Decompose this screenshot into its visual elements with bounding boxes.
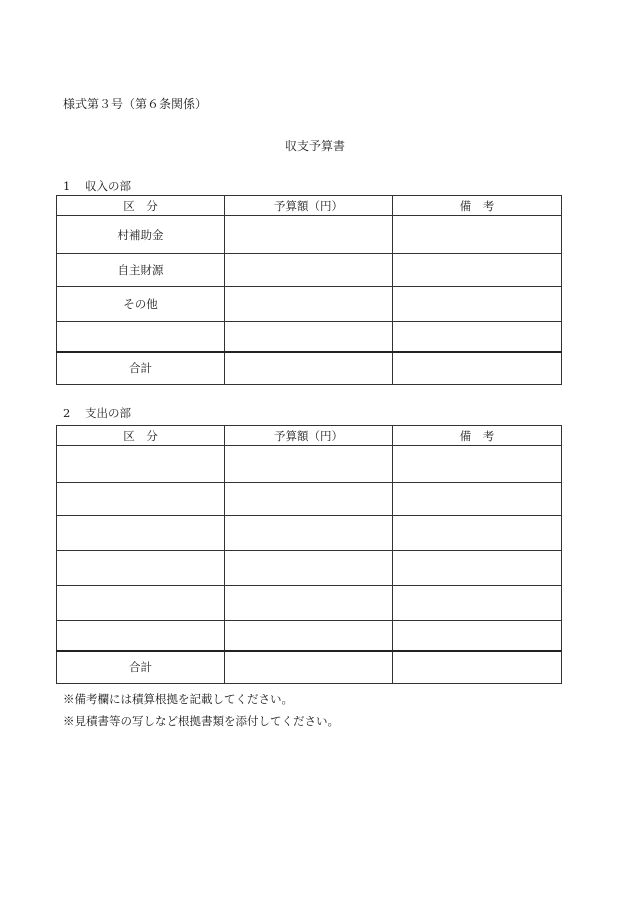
income-header-row (57, 196, 562, 216)
income-amount-cell[interactable] (225, 216, 393, 254)
form-number: 様式第３号（第６条関係） (63, 97, 208, 111)
income-amount-cell[interactable] (225, 322, 393, 352)
table-row (57, 254, 562, 287)
expense-amount-cell[interactable] (225, 621, 393, 651)
expense-total-remarks-cell[interactable] (393, 651, 562, 684)
table-row (57, 322, 562, 352)
expense-category-cell[interactable] (57, 586, 225, 621)
expense-amount-cell[interactable] (225, 446, 393, 483)
income-total-row (57, 352, 562, 385)
expense-amount-cell[interactable] (225, 551, 393, 586)
expense-category-cell[interactable] (57, 516, 225, 551)
expense-total-amount-cell[interactable] (225, 651, 393, 684)
expense-table (56, 425, 562, 684)
expense-amount-cell[interactable] (225, 483, 393, 516)
table-row (57, 483, 562, 516)
income-section-heading (63, 178, 131, 194)
table-row (57, 516, 562, 551)
note-attach-documents: ※見積書等の写しなど根拠書類を添付してください。 (63, 714, 339, 728)
income-remarks-cell[interactable] (393, 216, 562, 254)
table-row (57, 446, 562, 483)
expense-category-cell[interactable] (57, 621, 225, 651)
expense-section-number: 2 (63, 406, 71, 420)
expense-remarks-cell[interactable] (393, 551, 562, 586)
income-row-label: 村補助金 (57, 216, 225, 254)
income-col-category: 区 分 (57, 196, 225, 216)
income-section-label: 収入の部 (85, 179, 131, 193)
expense-remarks-cell[interactable] (393, 516, 562, 551)
expense-col-category: 区 分 (57, 426, 225, 446)
income-remarks-cell[interactable] (393, 287, 562, 322)
notes (63, 688, 339, 732)
expense-header-row (57, 426, 562, 446)
income-total-remarks-cell[interactable] (393, 352, 562, 385)
expense-category-cell[interactable] (57, 446, 225, 483)
expense-total-row (57, 651, 562, 684)
expense-amount-cell[interactable] (225, 516, 393, 551)
income-amount-cell[interactable] (225, 254, 393, 287)
table-row (57, 586, 562, 621)
income-col-amount: 予算額（円） (225, 196, 393, 216)
expense-remarks-cell[interactable] (393, 483, 562, 516)
expense-section-label: 支出の部 (85, 406, 131, 420)
expense-col-amount: 予算額（円） (225, 426, 393, 446)
income-amount-cell[interactable] (225, 287, 393, 322)
note-remarks-basis: ※備考欄には積算根拠を記載してください。 (63, 692, 293, 706)
income-total-amount-cell[interactable] (225, 352, 393, 385)
expense-section-heading (63, 405, 131, 421)
income-row-label: 自主財源 (57, 254, 225, 287)
expense-category-cell[interactable] (57, 483, 225, 516)
expense-amount-cell[interactable] (225, 586, 393, 621)
expense-col-remarks: 備 考 (393, 426, 562, 446)
expense-total-label: 合計 (57, 651, 225, 684)
income-remarks-cell[interactable] (393, 322, 562, 352)
income-row-label[interactable] (57, 322, 225, 352)
income-col-remarks: 備 考 (393, 196, 562, 216)
table-row (57, 621, 562, 651)
table-row (57, 551, 562, 586)
income-total-label: 合計 (57, 352, 225, 385)
expense-remarks-cell[interactable] (393, 586, 562, 621)
income-section-number: 1 (63, 179, 71, 193)
table-row (57, 216, 562, 254)
income-row-label: その他 (57, 287, 225, 322)
expense-category-cell[interactable] (57, 551, 225, 586)
income-remarks-cell[interactable] (393, 254, 562, 287)
document-title: 収支予算書 (284, 139, 345, 153)
expense-remarks-cell[interactable] (393, 621, 562, 651)
table-row (57, 287, 562, 322)
expense-remarks-cell[interactable] (393, 446, 562, 483)
income-table (56, 195, 562, 385)
